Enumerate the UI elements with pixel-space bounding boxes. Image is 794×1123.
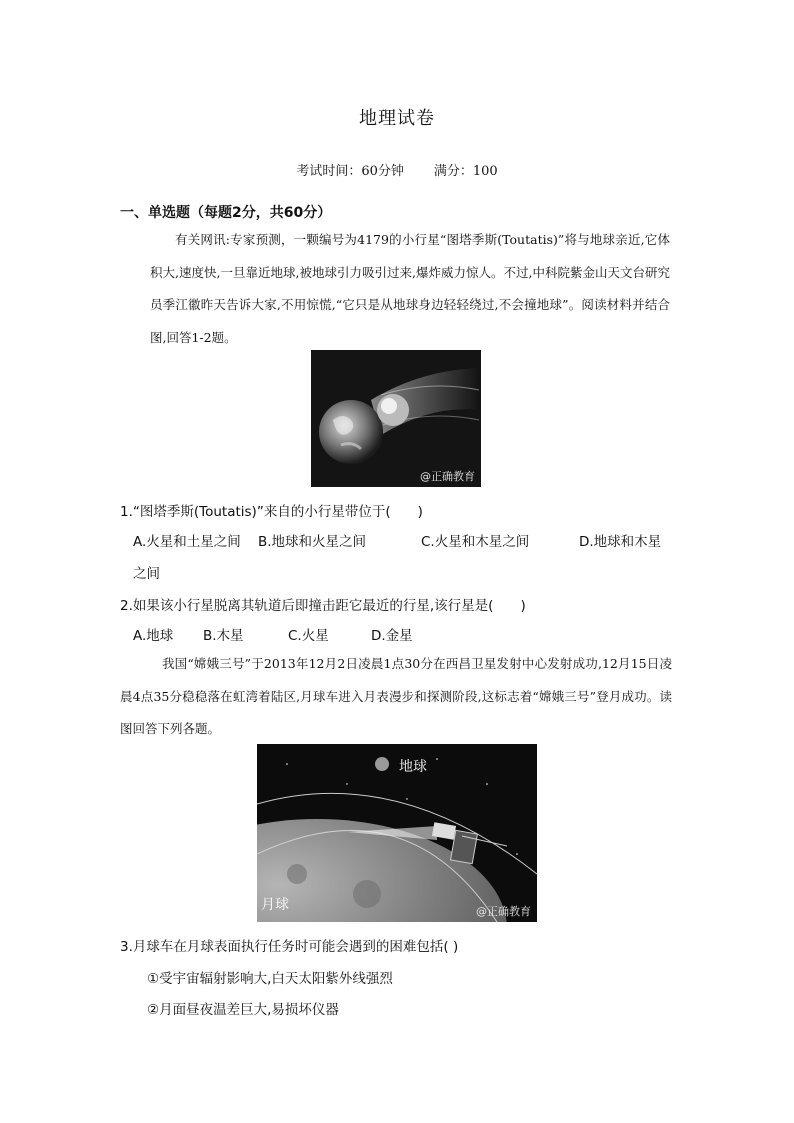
asteroid-earth-illustration <box>311 350 481 487</box>
q3-item-2: ②月面昼夜温差巨大,易损坏仪器 <box>147 1002 339 1018</box>
q2-option-d: D.金星 <box>371 628 413 644</box>
full-score: 满分：100 <box>433 164 498 179</box>
question-3-stem: 3.月球车在月球表面执行任务时可能会遇到的困难包括( ) <box>120 939 459 955</box>
exam-meta <box>0 160 794 179</box>
change3-image <box>257 744 537 922</box>
image-watermark-2: @正确教育 <box>476 905 531 918</box>
q3-item-1: ①受宇宙辐射影响大,白天太阳紫外线强烈 <box>147 971 393 987</box>
page-title: 地理试卷 <box>359 108 435 129</box>
asteroid-image <box>311 350 481 487</box>
q2-option-b: B.木星 <box>203 628 244 644</box>
question-2-stem: 2.如果该小行星脱离其轨道后即撞击距它最近的行星,该行星是( ) <box>120 598 526 614</box>
q1-option-c: C.火星和木星之间 <box>421 534 530 550</box>
question-1-stem: 1.“图塔季斯(Toutatis)”来自的小行星带位于( ) <box>120 504 423 520</box>
image-watermark: @正确教育 <box>420 470 475 483</box>
passage-1 <box>150 224 670 354</box>
q1-option-a: A.火星和土星之间 <box>133 534 241 550</box>
moon-label: 月球 <box>261 897 289 913</box>
passage-1-text: 有关网讯:专家预测，一颗编号为4179的小行星“图塔季斯(Toutatis)”将与地球亲近,它体积大,速度快,一旦靠近地球,被地球引力吸引过来,爆炸威力惊人。不过,中科院紫金山天文台研究员季江徽昨天告诉大家,不用惊慌,“它只是从地球身边轻轻绕过,不会撞地球”。阅读材料并结合图,回答1-2题。 <box>150 232 670 345</box>
q1-option-d: D.地球和木星 <box>579 534 662 550</box>
q1-option-d-wrap: 之间 <box>133 566 160 582</box>
moon-spacecraft-illustration <box>257 744 537 922</box>
q1-option-b: B.地球和火星之间 <box>258 534 367 550</box>
passage-2-text: 我国“嫦娥三号”于2013年12月2日凌晨1点30分在西昌卫星发射中心发射成功,12月15日凌晨4点35分稳稳落在虹湾着陆区,月球车进入月表漫步和探测阶段,这标志着“嫦娥三号”登月成功。读图回答下列各题。 <box>120 656 672 736</box>
passage-2 <box>120 648 672 746</box>
exam-time: 考试时间：60分钟 <box>296 164 404 179</box>
section-heading: 一、单选题（每题2分，共60分） <box>120 205 332 221</box>
q2-option-a: A.地球 <box>133 628 174 644</box>
q2-option-c: C.火星 <box>288 628 329 644</box>
earth-label: 地球 <box>399 759 427 775</box>
